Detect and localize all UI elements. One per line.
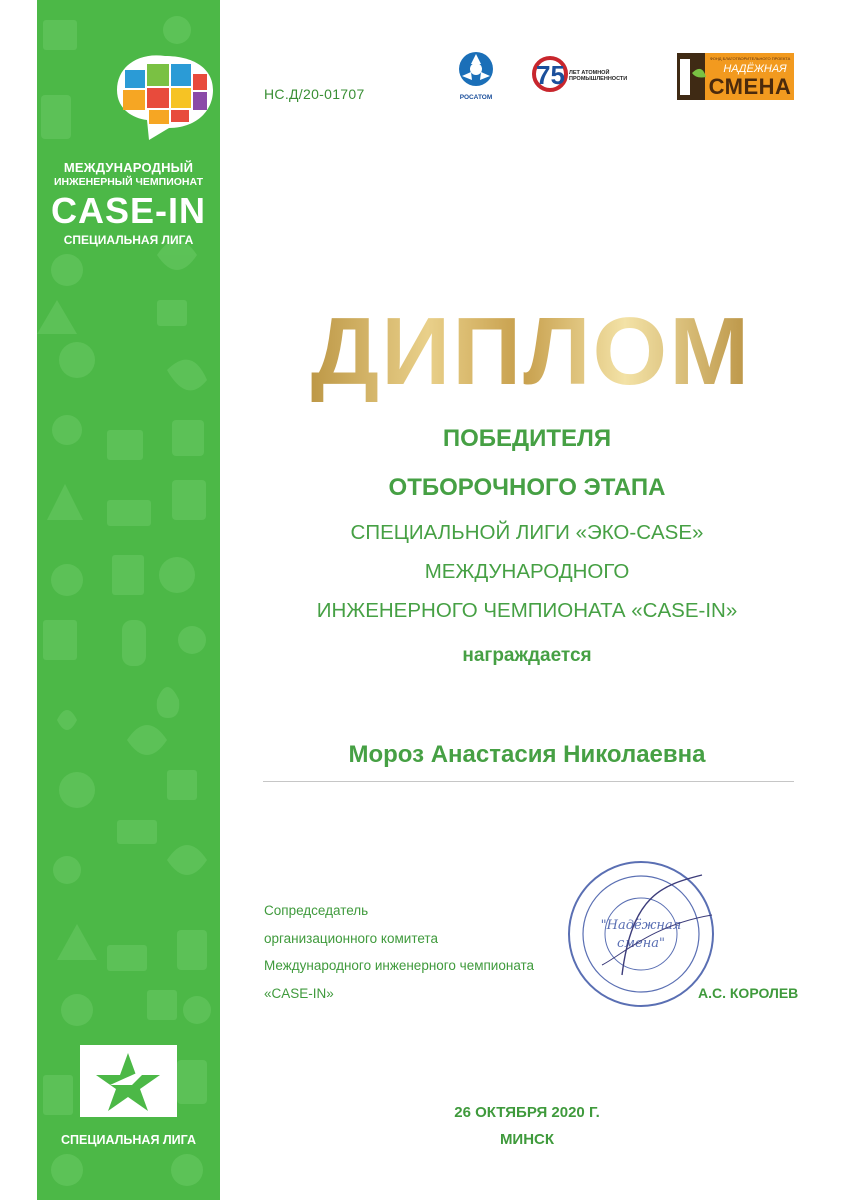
sidebar-title-line2: ИНЖЕНЕРНЫЙ ЧЕМПИОНАТ bbox=[54, 176, 203, 188]
sidebar-league: СПЕЦИАЛЬНАЯ ЛИГА bbox=[63, 233, 194, 247]
anniversary-number: 75 bbox=[536, 60, 565, 90]
sidebar bbox=[37, 0, 220, 1200]
rosatom-label: РОСАТОМ bbox=[459, 94, 493, 101]
signer-role-line2: организационного комитета bbox=[264, 931, 438, 946]
signer-name: А.С. КОРОЛЕВ bbox=[698, 985, 799, 1001]
document-number: НС.Д/20-01707 bbox=[264, 86, 365, 102]
star-icon bbox=[80, 1045, 177, 1117]
diploma-line-championship: ИНЖЕНЕРНОГО ЧЕМПИОНАТА «CASE-IN» bbox=[316, 599, 738, 622]
diploma-awarded-label: награждается bbox=[462, 645, 592, 666]
diploma-line-international: МЕЖДУНАРОДНОГО bbox=[424, 560, 630, 583]
diploma-line-league: СПЕЦИАЛЬНОЙ ЛИГИ «ЭКО-CASE» bbox=[350, 521, 704, 544]
smena-line1: НАДЁЖНАЯ bbox=[723, 63, 787, 75]
signer-role-line4: «CASE-IN» bbox=[264, 986, 334, 1001]
diploma-line-stage: ОТБОРОЧНОГО ЭТАПА bbox=[388, 474, 666, 501]
signer-role-line3: Международного инженерного чемпионата bbox=[264, 958, 535, 973]
sidebar-bottom-label: СПЕЦИАЛЬНАЯ ЛИГА bbox=[61, 1133, 196, 1147]
sidebar-brand: CASE-IN bbox=[50, 190, 206, 231]
smena-line2: СМЕНА bbox=[708, 74, 792, 99]
case-in-brain-logo bbox=[109, 48, 220, 143]
diploma-line-winner: ПОБЕДИТЕЛЯ bbox=[442, 425, 612, 452]
recipient-underline bbox=[263, 781, 794, 782]
svg-text:смена": смена" bbox=[616, 936, 666, 951]
anniversary-text: ЛЕТ АТОМНОЙ ПРОМЫШЛЕННОСТИ bbox=[569, 70, 628, 82]
smena-small-text: ФОНД БЛАГОТВОРИТЕЛЬНОГО ПРОЕКТА bbox=[709, 56, 791, 61]
signer-role-line1: Сопредседатель bbox=[264, 903, 369, 918]
svg-text:"Надёжная: "Надёжная bbox=[600, 918, 682, 933]
issue-date: 26 ОКТЯБРЯ 2020 Г. bbox=[454, 1104, 600, 1121]
diploma-title: ДИПЛОМ bbox=[296, 302, 766, 402]
special-league-star-logo bbox=[80, 1045, 177, 1117]
issue-city: МИНСК bbox=[499, 1131, 555, 1148]
official-stamp bbox=[562, 855, 720, 1013]
recipient-name: Мороз Анастасия Николаевна bbox=[348, 741, 706, 768]
sidebar-title-line1: МЕЖДУНАРОДНЫЙ bbox=[63, 160, 194, 175]
